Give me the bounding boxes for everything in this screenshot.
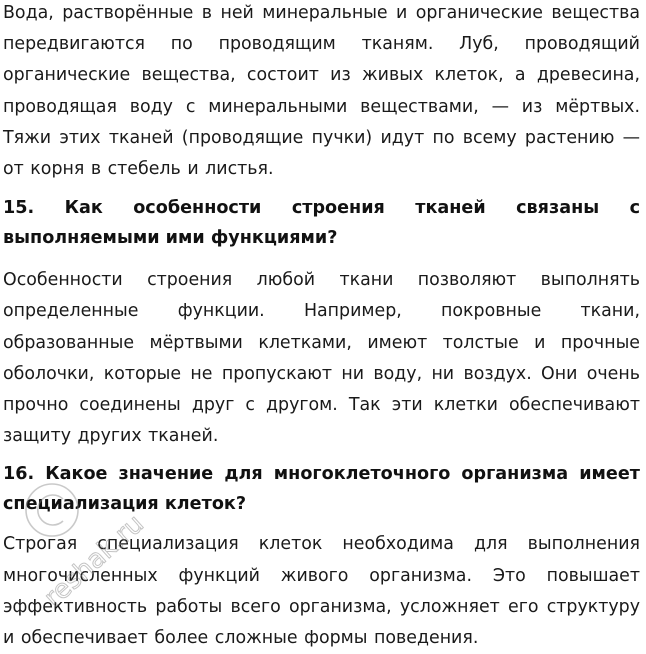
watermark-text: reshak.ru	[38, 508, 150, 614]
answer-paragraph-16: Строгая специализация клеток необходима для выполнения многочисленных функций живого организма. Это повышает эффективность работы всего организма, усложняет его структуру и обеспечивает более сложные формы поведения.	[3, 534, 640, 649]
answer-paragraph-15: Особенности строения любой ткани позволяют выполнять определенные функции. Например, покровные ткани, образованные мёртвыми клетками, имеют толстые и прочные оболочки, которые не пропускают ни воду, ни воздух. Они очень прочно соединены друг с другом. Так эти клетки обеспечивают защиту других тканей.	[3, 270, 640, 447]
document-page	[3, 0, 640, 654]
answer-paragraph-14: Вода, растворённые в ней минеральные и органические вещества передвигаются по проводящим тканям. Луб, проводящий органические вещества, состоит из живых клеток, а древесина, проводящая воду с минеральными веществами, — из мёртвых. Тяжи этих тканей (проводящие пучки) идут по всему растению — от корня в стебель и листья.	[3, 3, 640, 180]
question-16-heading: 16. Какое значение для многоклеточного организма имеет специализация клеток?	[3, 464, 640, 515]
question-15-heading: 15. Как особенности строения тканей связаны с выполняемыми ими функциями?	[3, 198, 640, 249]
